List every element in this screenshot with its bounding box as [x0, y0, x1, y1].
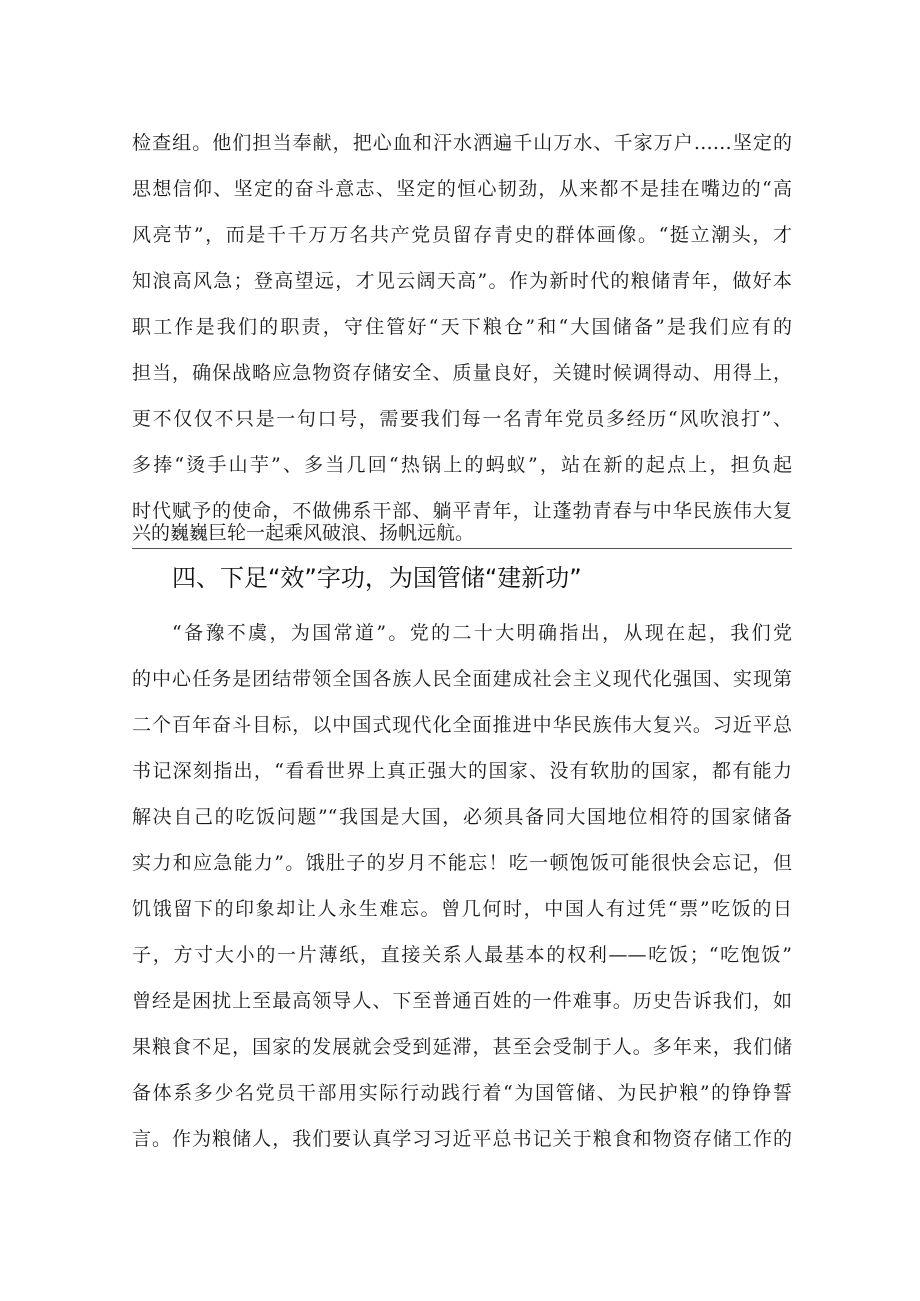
paragraph-line: 饥饿留下的印象却让人永生难忘。曾几何时，中国人有过凭“票”吃饭的日 [132, 898, 792, 920]
paragraph-line: 风亮节”，而是千千万万名共产党员留存青史的群体画像。“挺立潮头，才 [132, 224, 792, 246]
paragraph-line: 知浪高风急；登高望远，才见云阔天高”。作为新时代的粮储青年，做好本 [132, 270, 792, 292]
paragraph-line: 子，方寸大小的一片薄纸，直接关系人最基本的权利——吃饭；“吃饱饭” [132, 944, 792, 966]
paragraph-line: 担当，确保战略应急物资存储安全、质量良好，关键时候调得动、用得上， [132, 362, 792, 384]
paragraph-line: 实力和应急能力”。饿肚子的岁月不能忘！吃一顿饱饭可能很快会忘记，但 [132, 852, 792, 874]
paragraph-line: 的中心任务是团结带领全国各族人民全面建成社会主义现代化强国、实现第 [132, 668, 792, 690]
paragraph-line: 思想信仰、坚定的奋斗意志、坚定的恒心韧劲，从来都不是挂在嘴边的“高 [132, 178, 792, 200]
horizontal-divider [132, 548, 792, 549]
paragraph-line: 多捧“烫手山芋”、多当几回“热锅上的蚂蚁”，站在新的起点上，担负起 [132, 454, 792, 476]
paragraph-line: “备豫不虞，为国常道”。党的二十大明确指出，从现在起，我们党 [172, 622, 792, 644]
paragraph-line: 检查组。他们担当奉献，把心血和汗水洒遍千山万水、千家万户……坚定的 [132, 132, 792, 154]
paragraph-line: 曾经是困扰上至最高领导人、下至普通百姓的一件难事。历史告诉我们，如 [132, 990, 792, 1012]
paragraph-line: 言。作为粮储人，我们要认真学习习近平总书记关于粮食和物资存储工作的 [132, 1128, 792, 1150]
paragraph-line: 果粮食不足，国家的发展就会受到延滞，甚至会受制于人。多年来，我们储 [132, 1036, 792, 1058]
paragraph-line: 更不仅仅不只是一句口号，需要我们每一名青年党员多经历“风吹浪打”、 [132, 408, 792, 430]
paragraph-line: 二个百年奋斗目标，以中国式现代化全面推进中华民族伟大复兴。习近平总 [132, 714, 792, 736]
section-heading: 四、下足“效”字功，为国管储“建新功” [172, 564, 582, 592]
paragraph-line: 兴的巍巍巨轮一起乘风破浪、扬帆远航。 [132, 522, 475, 544]
paragraph-line: 时代赋予的使命，不做佛系干部、躺平青年，让蓬勃青春与中华民族伟大复 [132, 500, 792, 522]
paragraph-line: 解决自己的吃饭问题”“我国是大国，必须具备同大国地位相符的国家储备 [132, 806, 792, 828]
paragraph-line: 备体系多少名党员干部用实际行动践行着“为国管储、为民护粮”的铮铮誓 [132, 1082, 792, 1104]
paragraph-line: 职工作是我们的职责，守住管好“天下粮仓”和“大国储备”是我们应有的 [132, 316, 792, 338]
paragraph-line: 书记深刻指出，“看看世界上真正强大的国家、没有软肋的国家，都有能力 [132, 760, 792, 782]
